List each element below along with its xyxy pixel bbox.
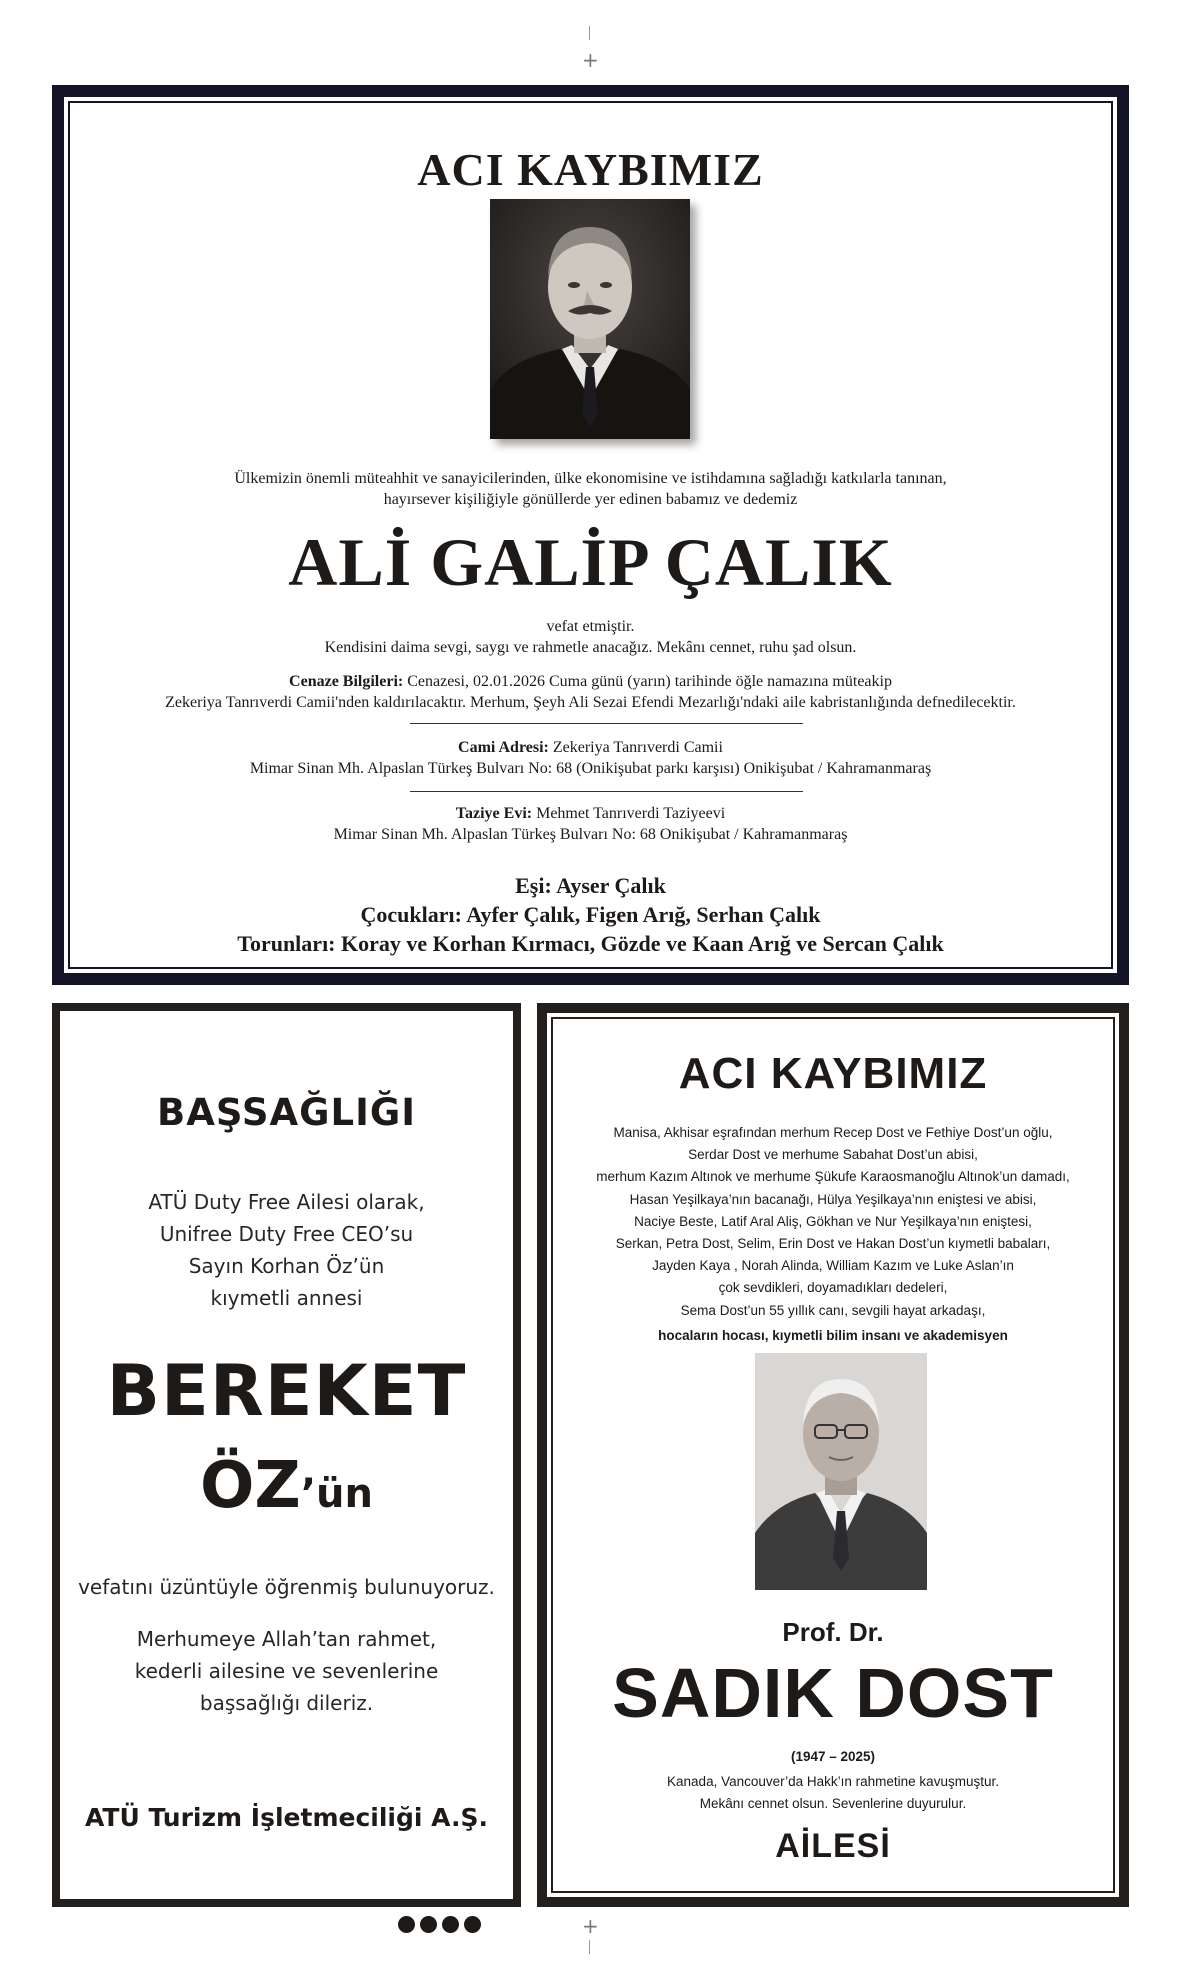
- closing-line-2: Mekânı cennet olsun. Sevenlerine duyurulur.: [699, 1796, 967, 1811]
- portrait-image: [490, 199, 690, 439]
- relation-line: Serdar Dost ve merhume Sabahat Dost’un abisi,: [688, 1147, 978, 1163]
- relation-line: Sema Dost’un 55 yıllık canı, sevgili hayat arkadaşı,: [680, 1302, 986, 1318]
- crop-cross-bottom: +: [582, 1914, 599, 1938]
- top-obituary: [52, 85, 1129, 985]
- spouse-line: Eşi: Ayser Çalık: [515, 873, 666, 898]
- condolence-body-1: [60, 1186, 513, 1314]
- relation-line: Jayden Kaya , Norah Alinda, William Kazım ve Luke Aslan’ın: [652, 1258, 1014, 1274]
- condolence-name: Mehmet Tanrıverdi Taziyeevi: [532, 805, 726, 822]
- life-years: (1947 – 2025): [790, 1749, 876, 1764]
- passed-away-text: vefat etmiştir.: [546, 618, 635, 635]
- body3-line-3: başsağlığı dileriz.: [199, 1691, 374, 1715]
- dot: [420, 1916, 437, 1933]
- mosque-label: Cami Adresi:: [458, 739, 549, 756]
- children-line: Çocukları: Ayfer Çalık, Figen Arığ, Serhan Çalık: [360, 902, 821, 927]
- condolence-title: BAŞSAĞLIĞI: [157, 1091, 416, 1134]
- relation-line: Naciye Beste, Latif Aral Aliş, Gökhan ve Nur Yeşilkaya’nın eniştesi,: [634, 1213, 1032, 1229]
- top-obituary-inner-frame: [68, 101, 1113, 969]
- body3-line-2: kederli ailesine ve sevenlerine: [134, 1659, 439, 1683]
- family-list: [70, 871, 1111, 958]
- deceased-name: ALİ GALİP ÇALIK: [288, 524, 893, 600]
- top-title: ACI KAYBIMIZ: [417, 144, 764, 195]
- right-obituary-inner-frame: [551, 1017, 1115, 1893]
- portrait-image: [755, 1353, 927, 1590]
- deceased-name: SADIK DOST: [612, 1654, 1054, 1732]
- condolence-label: Taziye Evi:: [455, 805, 533, 822]
- dot: [442, 1916, 459, 1933]
- funeral-info: [70, 671, 1111, 713]
- condolence-body-3: [60, 1623, 513, 1719]
- intro-text: [70, 468, 1111, 510]
- mosque-name: Zekeriya Tanrıverdi Camii: [548, 739, 723, 756]
- deceased-name-line-1: BEREKET: [106, 1350, 467, 1432]
- remember-text: Kendisini daima sevgi, saygı ve rahmetle anacağız. Mekânı cennet, ruhu şad olsun.: [324, 639, 857, 656]
- relations-text: [553, 1122, 1113, 1322]
- body1-line-2: Unifree Duty Free CEO’su: [159, 1222, 414, 1246]
- mosque-address: [70, 737, 1111, 779]
- condolence-house: [70, 803, 1111, 845]
- portrait-photo-sadik-dost: [755, 1353, 927, 1590]
- intro-line-2: hayırsever kişiliğiyle gönüllerde yer edinen babamız ve dedemiz: [383, 491, 798, 508]
- condolence-notice: [52, 1003, 521, 1907]
- mosque-address-line: Mimar Sinan Mh. Alpaslan Türkeş Bulvarı No: 68 (Onikişubat parkı karşısı) Onikişubat / Kahramanmaraş: [249, 760, 932, 777]
- divider-2: [410, 791, 803, 792]
- relation-line: Manisa, Akhisar eşrafından merhum Recep Dost ve Fethiye Dost’un oğlu,: [613, 1125, 1053, 1140]
- closing-line-1: Kanada, Vancouver’da Hakk’ın rahmetine kavuşmuştur.: [667, 1774, 999, 1789]
- condolence-address-line: Mimar Sinan Mh. Alpaslan Türkeş Bulvarı No: 68 Onikişubat / Kahramanmaraş: [333, 826, 848, 843]
- crop-mark-bottom: [589, 1940, 590, 1954]
- body1-line-1: ATÜ Duty Free Ailesi olarak,: [148, 1190, 425, 1214]
- condolence-body-2: vefatını üzüntüyle öğrenmiş bulunuyoruz.: [78, 1575, 495, 1599]
- dot: [464, 1916, 481, 1933]
- crop-cross-top: +: [582, 48, 599, 72]
- right-obituary: [537, 1003, 1129, 1907]
- funeral-text-2: Zekeriya Tanrıverdi Camii'nden kaldırılacaktır. Merhum, Şeyh Ali Sezai Efendi Mezarlığı'ndaki aile kabristanlığında defnedilecektir.: [165, 694, 1016, 711]
- academic-title-line: hocaların hocası, kıymetli bilim insanı ve akademisyen: [658, 1328, 1008, 1343]
- body1-line-4: kıymetli annesi: [210, 1286, 363, 1310]
- crop-mark-top: [589, 26, 590, 40]
- divider-1: [410, 723, 803, 724]
- signature: ATÜ Turizm İşletmeciliği A.Ş.: [85, 1803, 488, 1832]
- page-dots: [398, 1916, 498, 1936]
- relation-line: merhum Kazım Altınok ve merhume Şükufe Karaosmanoğlu Altınok’un damadı,: [596, 1169, 1070, 1185]
- name-suffix: ’ün: [300, 1471, 373, 1517]
- relation-line: Hasan Yeşilkaya’nın bacanağı, Hülya Yeşilkaya’nın eniştesi ve abisi,: [629, 1191, 1037, 1207]
- grandchildren-line: Torunları: Koray ve Korhan Kırmacı, Gözde ve Kaan Arığ ve Sercan Çalık: [237, 931, 944, 956]
- relation-line: Serkan, Petra Dost, Selim, Erin Dost ve Hakan Dost’un kıymetli babaları,: [615, 1236, 1051, 1252]
- intro-line-1: Ülkemizin önemli müteahhit ve sanayicilerinden, ülke ekonomisine ve istihdamına sağladığı katkılarla tanınan,: [234, 470, 947, 487]
- right-title: ACI KAYBIMIZ: [678, 1049, 988, 1098]
- funeral-label: Cenaze Bilgileri:: [289, 673, 404, 690]
- body1-line-3: Sayın Korhan Öz’ün: [188, 1254, 385, 1278]
- body3-line-1: Merhumeye Allah’tan rahmet,: [136, 1627, 437, 1651]
- deceased-name-line-2: [60, 1451, 513, 1529]
- portrait-photo-ali-galip-calik: [490, 199, 690, 439]
- deceased-surname: ÖZ: [200, 1449, 301, 1523]
- dot: [398, 1916, 415, 1933]
- funeral-text-1: Cenazesi, 02.01.2026 Cuma günü (yarın) tarihinde öğle namazına müteakip: [403, 673, 892, 690]
- relation-line: çok sevdikleri, doyamadıkları dedeleri,: [718, 1280, 948, 1296]
- closing-text: [553, 1771, 1113, 1815]
- family-signature: AİLESİ: [775, 1827, 891, 1865]
- academic-title: Prof. Dr.: [782, 1617, 884, 1647]
